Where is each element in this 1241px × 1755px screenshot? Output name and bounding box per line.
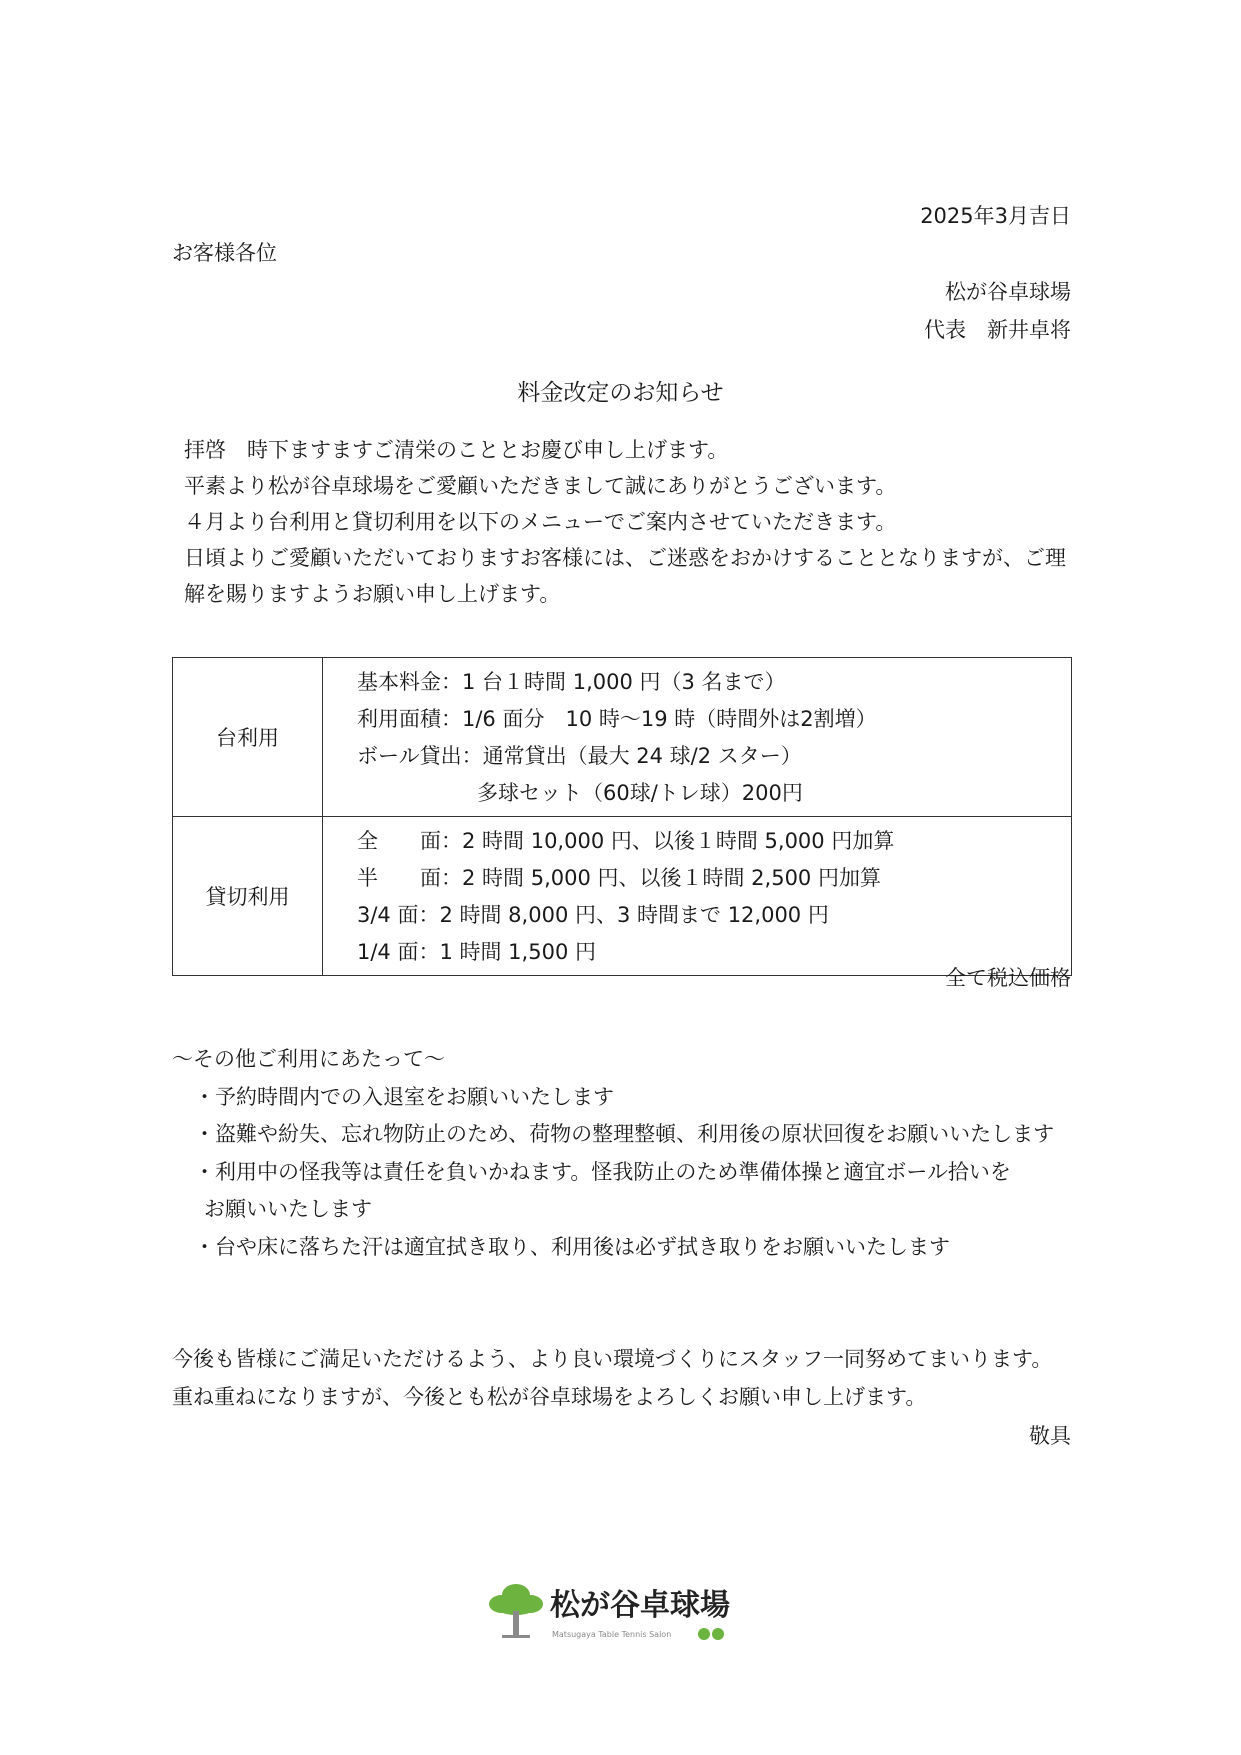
sign-off: 敬具 bbox=[1029, 1424, 1071, 1448]
area-hours-line: 利用面積：1/6 面分 10 時～19 時（時間外は2割増） bbox=[357, 707, 877, 731]
company-logo bbox=[484, 1577, 744, 1647]
intro-section bbox=[172, 432, 1072, 612]
logo-tagline: Matsugaya Table Tennis Salon bbox=[552, 1630, 672, 1639]
document-title: 料金改定のお知らせ bbox=[517, 380, 724, 406]
full-court-line: 全 面：2 時間 10,000 円、以後１時間 5,000 円加算 bbox=[357, 829, 895, 853]
private-use-row bbox=[173, 817, 1072, 976]
logo-wordmark: 松が谷卓球場 bbox=[550, 1588, 730, 1623]
private-use-details bbox=[323, 817, 1072, 976]
tax-note: 全て税込価格 bbox=[945, 966, 1071, 990]
rates-table bbox=[172, 657, 1072, 976]
ball-rental-line: ボール貸出：通常貸出（最大 24 球/2 スター） bbox=[357, 744, 802, 768]
three-quarter-court-line: 3/4 面：2 時間 8,000 円、3 時間まで 12,000 円 bbox=[357, 903, 829, 927]
quarter-court-line: 1/4 面：1 時間 1,500 円 bbox=[357, 940, 596, 964]
addressee: お客様各位 bbox=[172, 241, 277, 265]
note-item: ・利用中の怪我等は責任を負いかねます。怪我防止のため準備体操と適宜ボール拾いを bbox=[194, 1159, 1011, 1184]
closing-line: 今後も皆様にご満足いただけるよう、より良い環境づくりにスタッフ一同努めてまいります。 bbox=[172, 1347, 1053, 1371]
note-item: ・台や床に落ちた汗は適宜拭き取り、利用後は必ず拭き取りをお願いいたします bbox=[194, 1234, 950, 1259]
sender-representative: 代表 新井卓将 bbox=[924, 318, 1071, 342]
usage-notes bbox=[172, 1041, 1054, 1266]
notes-heading: ～その他ご利用にあたって～ bbox=[172, 1047, 445, 1071]
pine-tree-icon bbox=[484, 1577, 744, 1647]
letter-date: 2025年3月吉日 bbox=[920, 204, 1071, 228]
half-court-line: 半 面：2 時間 5,000 円、以後１時間 2,500 円加算 bbox=[357, 866, 881, 890]
greeting-line: 拝啓 時下ますますご清栄のこととお慶び申し上げます。 bbox=[184, 438, 729, 462]
closing-line: 重ね重ねになりますが、今後とも松が谷卓球場をよろしくお願い申し上げます。 bbox=[172, 1385, 927, 1409]
sender-organization: 松が谷卓球場 bbox=[945, 280, 1071, 304]
basic-fee-line: 基本料金：1 台１時間 1,000 円（3 名まで） bbox=[357, 670, 786, 694]
table-use-row bbox=[173, 658, 1072, 817]
apology-paragraph: 日頃よりご愛顧いただいておりますお客様には、ご迷惑をおかけすることとなりますが、ご理解を賜りますようお願い申し上げます。 bbox=[184, 546, 1066, 606]
multi-ball-line: 多球セット（60球/トレ球）200円 bbox=[477, 781, 803, 805]
note-item-continuation: お願いいたします bbox=[204, 1197, 372, 1221]
announcement-line: ４月より台利用と貸切利用を以下のメニューでご案内させていただきます。 bbox=[184, 510, 897, 534]
closing-section bbox=[172, 1340, 1052, 1416]
thanks-line: 平素より松が谷卓球場をご愛顧いただきまして誠にありがとうございます。 bbox=[184, 474, 897, 498]
note-item: ・盗難や紛失、忘れ物防止のため、荷物の整理整頓、利用後の原状回復をお願いいたします bbox=[194, 1122, 1055, 1146]
note-item: ・予約時間内での入退室をお願いいたします bbox=[194, 1084, 614, 1109]
table-use-label: 台利用 bbox=[173, 658, 323, 817]
private-use-label: 貸切利用 bbox=[173, 817, 323, 976]
table-use-details bbox=[323, 658, 1072, 817]
